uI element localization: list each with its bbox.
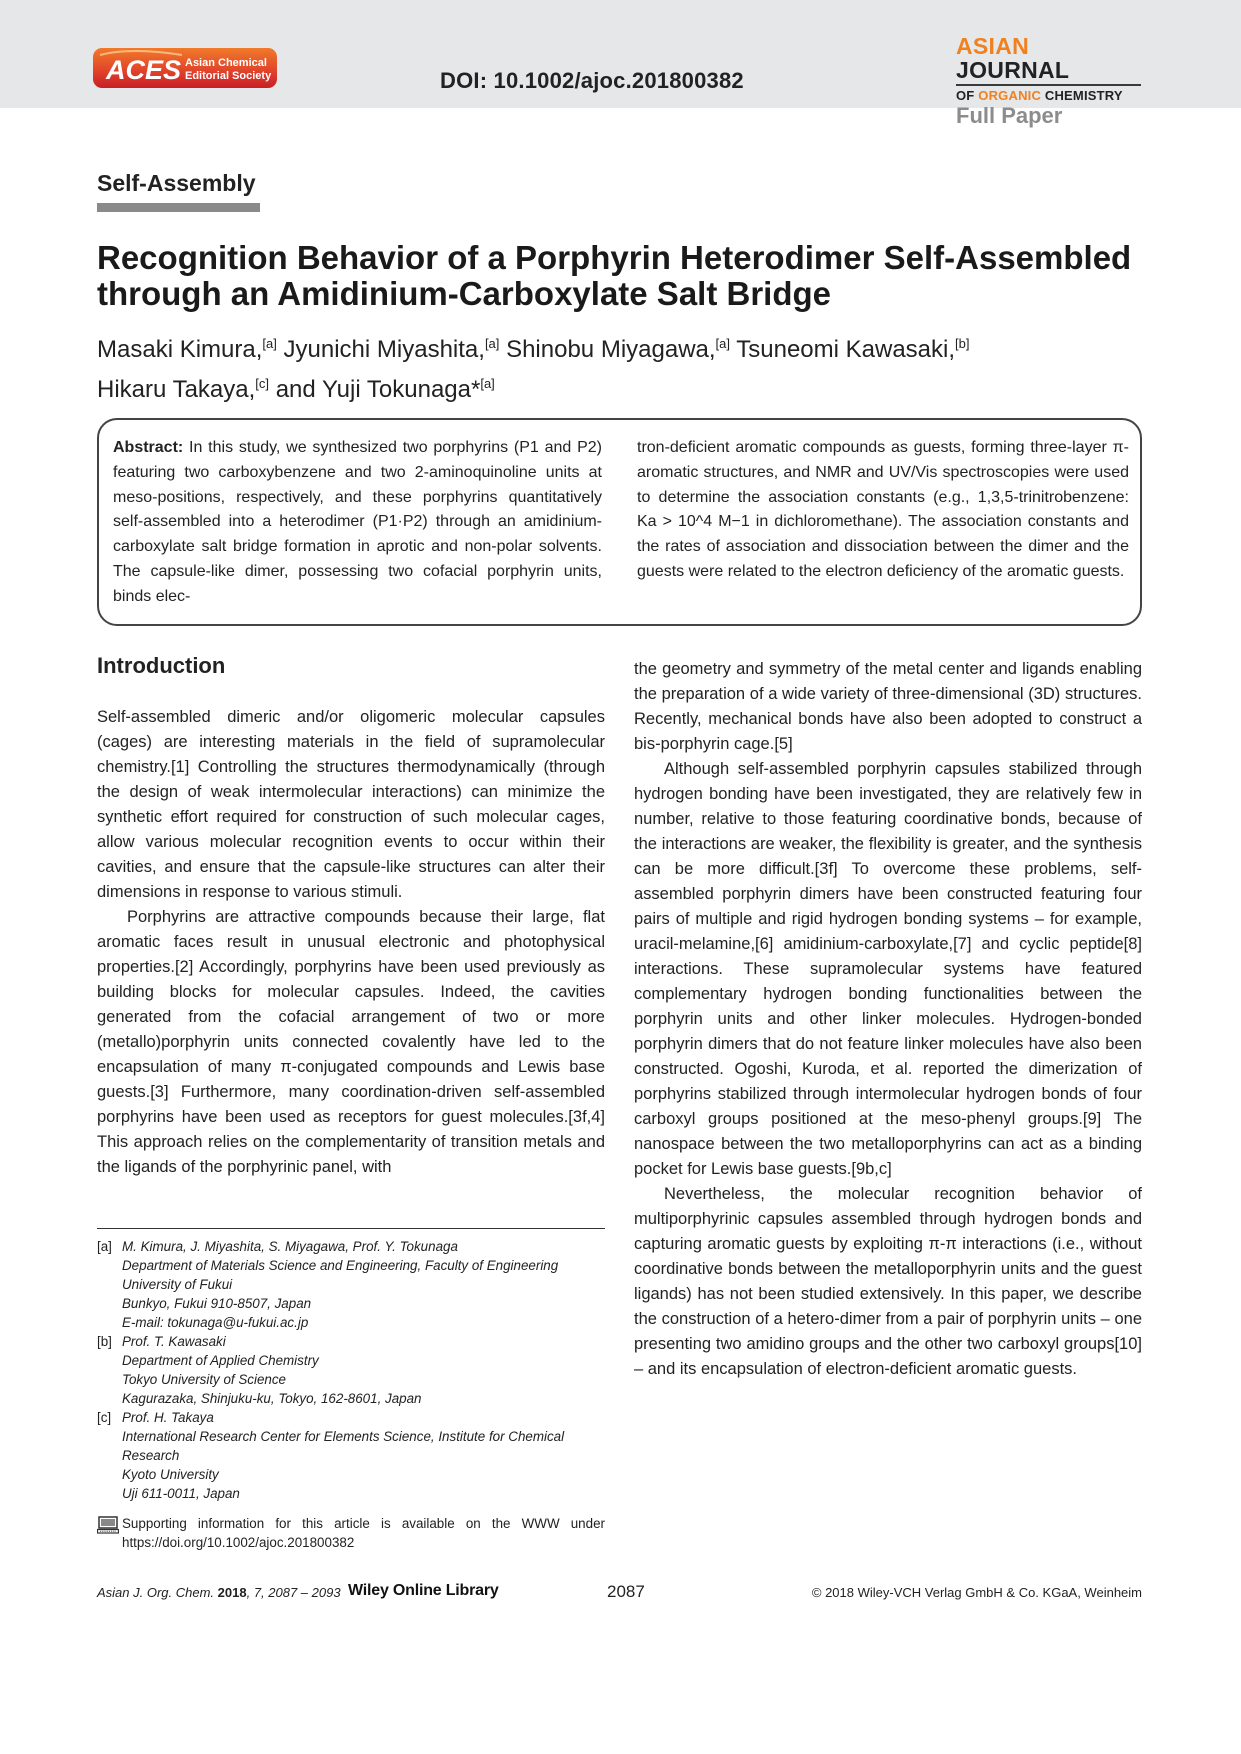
- section-rule: [97, 203, 260, 212]
- affiliation-entry: [97, 1408, 605, 1503]
- author-affiliation-mark: [a]: [262, 336, 277, 351]
- copyright: © 2018 Wiley-VCH Verlag GmbH & Co. KGaA, Weinheim: [811, 1585, 1142, 1600]
- affiliation-entry: [97, 1332, 605, 1408]
- abstract-box: [97, 418, 1142, 626]
- introduction-heading: Introduction: [97, 653, 226, 678]
- footer-volume-pages: , 7, 2087 – 2093: [246, 1585, 341, 1600]
- aces-abbr: ACES: [106, 55, 182, 85]
- journal-word-journal: JOURNAL: [956, 57, 1070, 83]
- author-affiliation-mark: [a]: [480, 376, 495, 391]
- affiliation-authors: Prof. H. Takaya: [122, 1410, 214, 1425]
- paragraph: Porphyrins are attractive compounds because their large, flat aromatic faces result in unusual electronic and photophysical properties.[2] Accordingly, porphyrins have been used previously as building blocks for molecular capsules. Indeed, the cavities generated from the cofacial arrangement of two or more (metallo)porphyrin units connected covalently have led to the encapsulation of many π-conjugated compounds and Lewis base guests.[3] Furthermore, many coordination-driven self-assembled porphyrins have been used as receptors for guest molecules.[3f,4] This approach relies on the complementarity of transition metals and the ligands of the porphyrinic panel, with: [97, 908, 605, 1176]
- author-affiliation-mark: [c]: [255, 376, 270, 391]
- section-label: Self-Assembly: [97, 170, 256, 196]
- author-name: and Yuji Tokunaga*: [275, 376, 481, 403]
- affiliation-divider: [97, 1228, 605, 1229]
- wiley-online-library-logo[interactable]: Wiley Online Library: [348, 1582, 499, 1599]
- affiliation-mark: [b]: [97, 1334, 112, 1349]
- affiliation-line: Tokyo University of Science: [122, 1372, 286, 1387]
- author-affiliation-mark: [a]: [484, 336, 500, 351]
- affiliation-line: Kagurazaka, Shinjuku-ku, Tokyo, 162-8601, Japan: [122, 1391, 422, 1406]
- journal-word-organic: ORGANIC: [978, 88, 1042, 103]
- author-line-2: [97, 367, 1157, 407]
- page-number: 2087: [607, 1582, 645, 1601]
- affiliation-line: Uji 611-0011, Japan: [122, 1486, 240, 1501]
- abstract-label: Abstract:: [113, 439, 184, 456]
- journal-word-chemistry: CHEMISTRY: [1044, 88, 1123, 103]
- affiliations: [97, 1237, 605, 1503]
- body-right-column: [634, 657, 1142, 1382]
- footer-journal: Asian J. Org. Chem.: [97, 1585, 215, 1600]
- affiliation-line: International Research Center for Elements Science, Institute for Chemical Research: [122, 1429, 565, 1463]
- article-title: Recognition Behavior of a Porphyrin Heterodimer Self-Assembled through an Amidinium-Carboxylate Salt Bridge: [97, 239, 1132, 312]
- journal-logo: [956, 34, 1146, 128]
- abstract-right-column: tron-deficient aromatic compounds as guests, forming three-layer π-aromatic structures, and NMR and UV/Vis spectroscopies were used to determine the association constants (e.g., 1,3,5-trinitrobenzene: Ka > 10^4 M−1 in dichloromethane). The association constants and the rates of association and dissociation between the dimer and the guests were related to the electron deficiency of the aromatic guests.: [637, 439, 1129, 580]
- footer-citation: [97, 1585, 341, 1600]
- affiliation-line: Department of Materials Science and Engineering, Faculty of Engineering: [122, 1258, 559, 1273]
- doi[interactable]: DOI: 10.1002/ajoc.201800382: [440, 68, 744, 93]
- author-name: Tsuneomi Kawasaki,: [736, 336, 956, 363]
- paragraph: Self-assembled dimeric and/or oligomeric molecular capsules (cages) are interesting materials in the field of supramolecular chemistry.[1] Controlling the structures thermodynamically (through the design of weak intermolecular interactions) can minimize the synthetic effort required for construction of such molecular cages, allow various molecular recognition events to occur within their cavities, and ensure that the capsule-like structures can alter their dimensions in response to various stimuli.: [97, 708, 605, 901]
- supporting-information: [97, 1514, 605, 1552]
- author-line-1: [97, 327, 1157, 367]
- journal-word-asian: ASIAN: [956, 33, 1030, 59]
- article-type: Full Paper: [956, 103, 1063, 128]
- aces-line2: Editorial Society: [185, 70, 272, 82]
- author-name: Hikaru Takaya,: [97, 376, 256, 403]
- aces-logo[interactable]: [92, 45, 278, 91]
- affiliation-entry: [97, 1237, 605, 1332]
- affiliation-line: Bunkyo, Fukui 910-8507, Japan: [122, 1296, 312, 1311]
- journal-rule: [956, 84, 1141, 86]
- footer-year: 2018: [217, 1585, 247, 1600]
- affiliation-email[interactable]: E-mail: tokunaga@u-fukui.ac.jp: [122, 1315, 309, 1330]
- author-name: Shinobu Miyagawa,: [506, 336, 716, 363]
- affiliation-line: Department of Applied Chemistry: [122, 1353, 319, 1368]
- affiliation-mark: [c]: [97, 1410, 112, 1425]
- journal-word-of: OF: [956, 88, 975, 103]
- author-name: Jyunichi Miyashita,: [283, 336, 485, 363]
- author-list: [97, 327, 1157, 407]
- affiliation-line: Kyoto University: [122, 1467, 219, 1482]
- paragraph: Although self-assembled porphyrin capsules stabilized through hydrogen bonding have been investigated, they are relatively few in number, relative to those featuring coordinative bonds, because of the interactions are weaker, the flexibility is greater, and the synthesis can be more difficult.[3f] To overcome these problems, self-assembled porphyrin dimers have been constructed featuring four pairs of multiple and rigid hydrogen bonding systems – for example, uracil-melamine,[6] amidinium-carboxylate,[7] and cyclic peptide[8] interactions. These supramolecular systems have featured complementary hydrogen bonding functionalities between the porphyrin units and other linker molecules. Hydrogen-bonded porphyrin dimers that do not feature linker molecules have also been constructed. Ogoshi, Kuroda, et al. reported the dimerization of porphyrins stabilized through intermolecular hydrogen bonds of four carboxyl groups positioned at the meso-phenyl groups.[9] The nanospace between the two metalloporphyrins can act as a binding pocket for Lewis base guests.[9b,c]: [634, 760, 1142, 1178]
- author-name: Masaki Kimura,: [97, 336, 263, 363]
- paragraph: Nevertheless, the molecular recognition behavior of multiporphyrinic capsules assembled through hydrogen bonds and capturing aromatic guests by exploiting π-π interactions (i.e., without coordinative bonds between the metalloporphyrin units and the guest ligands) has not been studied extensively. In this paper, we describe the construction of a hetero-dimer from a pair of porphyrin units – one presenting two amidino groups and the other two carboxyl groups[10] – and its encapsulation of electron-deficient aromatic guests.: [634, 1185, 1142, 1378]
- affiliation-authors: Prof. T. Kawasaki: [122, 1334, 226, 1349]
- page-footer: [97, 1582, 1142, 1604]
- affiliation-line: University of Fukui: [122, 1277, 233, 1292]
- affiliation-authors: M. Kimura, J. Miyashita, S. Miyagawa, Prof. Y. Tokunaga: [122, 1239, 458, 1254]
- abstract-left-column: [113, 436, 602, 610]
- paragraph: the geometry and symmetry of the metal center and ligands enabling the preparation of a wide variety of three-dimensional (3D) structures. Recently, mechanical bonds have also been adopted to construct a bis-porphyrin cage.[5]: [634, 660, 1142, 753]
- author-affiliation-mark: [a]: [715, 336, 731, 351]
- body-left-column: [97, 705, 605, 1180]
- aces-line1: Asian Chemical: [185, 57, 267, 69]
- supporting-text[interactable]: Supporting information for this article is available on the WWW under https://doi.org/10.1002/ajoc.201800382: [122, 1516, 605, 1550]
- abstract-text-left: In this study, we synthesized two porphyrins (P1 and P2) featuring two carboxybenzene and two 2-aminoquinoline units at meso-positions, respectively, and these porphyrins quantitatively self-assembled into a heterodimer (P1·P2) through an amidinium-carboxylate salt bridge formation in aprotic and non-polar solvents. The capsule-like dimer, possessing two cofacial porphyrin units, binds elec-: [113, 439, 602, 605]
- computer-icon: [97, 1516, 119, 1534]
- affiliation-mark: [a]: [97, 1239, 112, 1254]
- author-affiliation-mark: [b]: [955, 336, 970, 351]
